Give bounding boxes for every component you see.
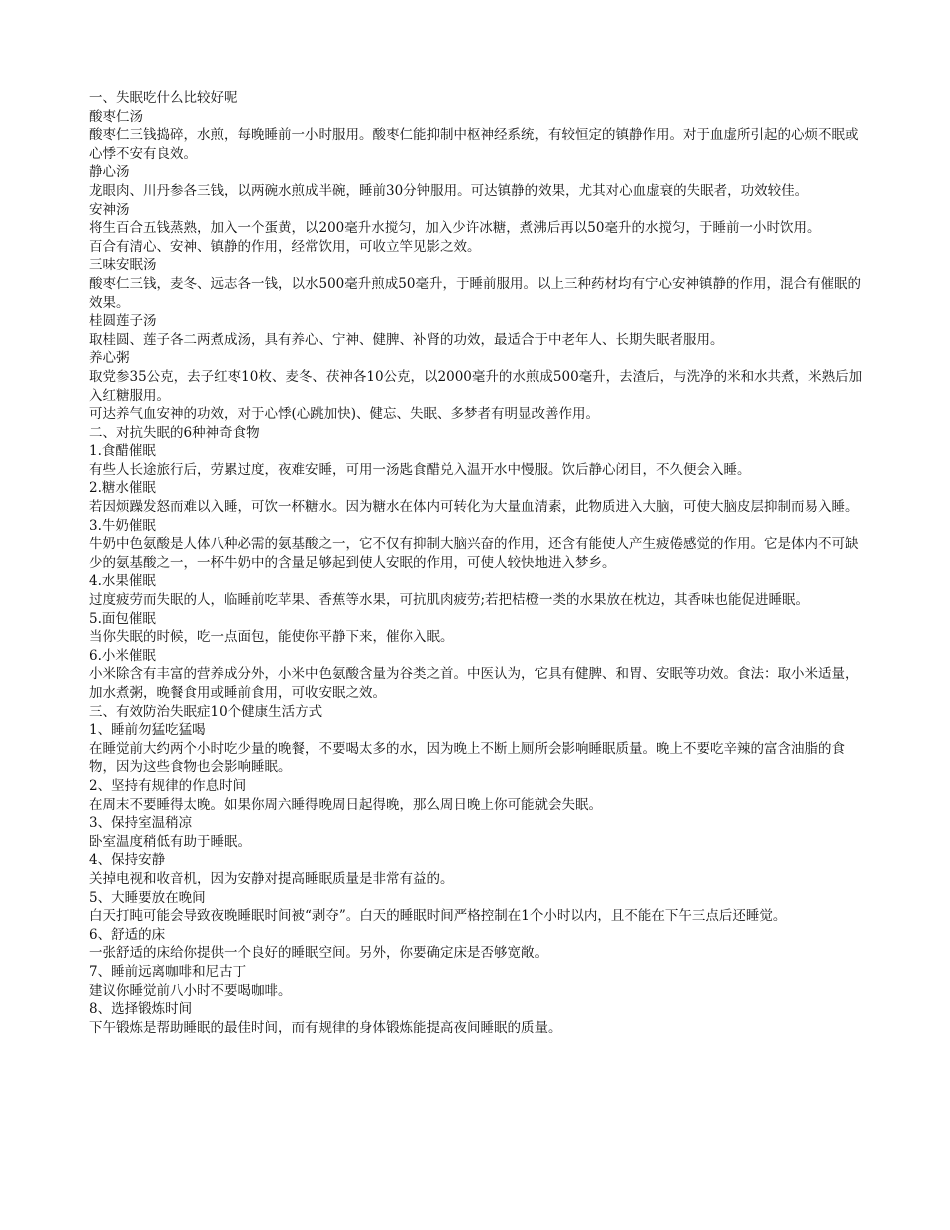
document-body (89, 89, 864, 1037)
paragraph: 下午锻炼是帮助睡眠的最佳时间，而有规律的身体锻炼能提高夜间睡眠的质量。 (89, 1019, 562, 1036)
paragraph: 取桂圆、莲子各二两煮成汤，具有养心、宁神、健脾、补肾的功效，最适合于中老年人、长期失眠者服用。 (89, 331, 724, 348)
item-title: 1.食醋催眠 (89, 443, 156, 460)
item-title: 5.面包催眠 (89, 610, 156, 627)
paragraph: 牛奶中色氨酸是人体八种必需的氨基酸之一，它不仅有抑制大脑兴奋的作用，还含有能使人产生疲倦感觉的作用。它是体内不可缺少的氨基酸之一，一杯牛奶中的含量足够起到使人安眠的作用，可使人较快地进入梦乡。 (89, 536, 859, 571)
paragraph: 建议你睡觉前八小时不要喝咖啡。 (89, 982, 292, 999)
paragraph: 可达养气血安神的功效，对于心悸(心跳加快)、健忘、失眠、多梦者有明显改善作用。 (89, 406, 600, 423)
paragraph: 在周末不要睡得太晚。如果你周六睡得晚周日起得晚，那么周日晚上你可能就会失眠。 (89, 796, 602, 813)
item-title: 桂圆莲子汤 (89, 313, 157, 330)
paragraph: 有些人长途旅行后，劳累过度，夜难安睡，可用一汤匙食醋兑入温开水中慢服。饮后静心闭目，不久便会入睡。 (89, 461, 751, 478)
item-title: 4.水果催眠 (89, 573, 156, 590)
item-title: 8、选择锻炼时间 (89, 1001, 193, 1018)
item-title: 5、大睡要放在晚间 (89, 889, 206, 906)
paragraph: 酸枣仁三钱，麦冬、远志各一钱，以水500毫升煎成50毫升，于睡前服用。以上三种药材均有宁心安神镇静的作用，混合有催眠的效果。 (89, 275, 861, 311)
paragraph: 取党参35公克，去子红枣10枚、麦冬、茯神各10公克，以2000毫升的水煎成500毫升，去渣后，与洗净的米和水共煮，米熟后加入红糖服用。 (89, 368, 863, 404)
paragraph: 百合有清心、安神、镇静的作用，经常饮用，可收立竿见影之效。 (89, 238, 481, 255)
item-title: 1、睡前勿猛吃猛喝 (89, 722, 206, 739)
item-title: 4、保持安静 (89, 852, 166, 869)
paragraph: 当你失眠的时候，吃一点面包，能使你平静下来，催你入眠。 (89, 629, 454, 646)
paragraph: 卧室温度稍低有助于睡眠。 (89, 833, 251, 850)
item-title: 2.糖水催眠 (89, 480, 156, 497)
item-title: 三味安眠汤 (89, 257, 157, 274)
item-title: 7、睡前远离咖啡和尼古丁 (89, 963, 247, 980)
item-title: 安神汤 (89, 201, 130, 218)
item-title: 6、舒适的床 (89, 926, 166, 943)
item-title: 3.牛奶催眠 (89, 517, 156, 534)
paragraph: 酸枣仁三钱捣碎，水煎，每晚睡前一小时服用。酸枣仁能抑制中枢神经系统，有较恒定的镇静作用。对于血虚所引起的心烦不眠或心悸不安有良效。 (89, 127, 859, 162)
paragraph: 若因烦躁发怒而难以入睡，可饮一杯糖水。因为糖水在体内可转化为大量血清素，此物质进入大脑，可使大脑皮层抑制而易入睡。 (89, 499, 859, 516)
paragraph: 在睡觉前大约两个小时吃少量的晚餐，不要喝太多的水，因为晚上不断上厕所会影响睡眠质量。晚上不要吃辛辣的富含油脂的食物，因为这些食物也会影响睡眠。 (89, 740, 845, 776)
section-heading: 三、有效防治失眠症10个健康生活方式 (89, 703, 323, 720)
paragraph: 将生百合五钱蒸熟，加入一个蛋黄，以200毫升水搅匀，加入少许冰糖，煮沸后再以50毫升的水搅匀，于睡前一小时饮用。 (89, 220, 821, 237)
item-title: 酸枣仁汤 (89, 108, 143, 125)
item-title: 6.小米催眠 (89, 647, 156, 664)
section-heading: 一、失眠吃什么比较好呢 (89, 90, 238, 106)
paragraph: 关掉电视和收音机，因为安静对提高睡眠质量是非常有益的。 (89, 870, 454, 887)
paragraph: 小米除含有丰富的营养成分外，小米中色氨酸含量为谷类之首。中医认为，它具有健脾、和胃、安眠等功效。食法：取小米适量，加水煮粥，晚餐食用或睡前食用，可收安眠之效。 (89, 666, 859, 701)
paragraph: 一张舒适的床给你提供一个良好的睡眠空间。另外，你要确定床是否够宽敞。 (89, 945, 548, 962)
paragraph: 白天打盹可能会导致夜晚睡眠时间被“剥夺”。白天的睡眠时间严格控制在1个小时以内，且不能在下午三点后还睡觉。 (89, 908, 787, 925)
item-title: 养心粥 (89, 350, 130, 367)
item-title: 静心汤 (89, 164, 130, 181)
item-title: 2、坚持有规律的作息时间 (89, 777, 247, 794)
section-heading: 二、对抗失眠的6种神奇食物 (89, 424, 260, 441)
paragraph: 过度疲劳而失眠的人，临睡前吃苹果、香蕉等水果，可抗肌肉疲劳;若把桔橙一类的水果放在枕边，其香味也能促进睡眠。 (89, 592, 810, 609)
paragraph: 龙眼肉、川丹参各三钱，以两碗水煎成半碗，睡前30分钟服用。可达镇静的效果，尤其对心血虚衰的失眠者，功效较佳。 (89, 182, 809, 199)
item-title: 3、保持室温稍凉 (89, 815, 193, 832)
